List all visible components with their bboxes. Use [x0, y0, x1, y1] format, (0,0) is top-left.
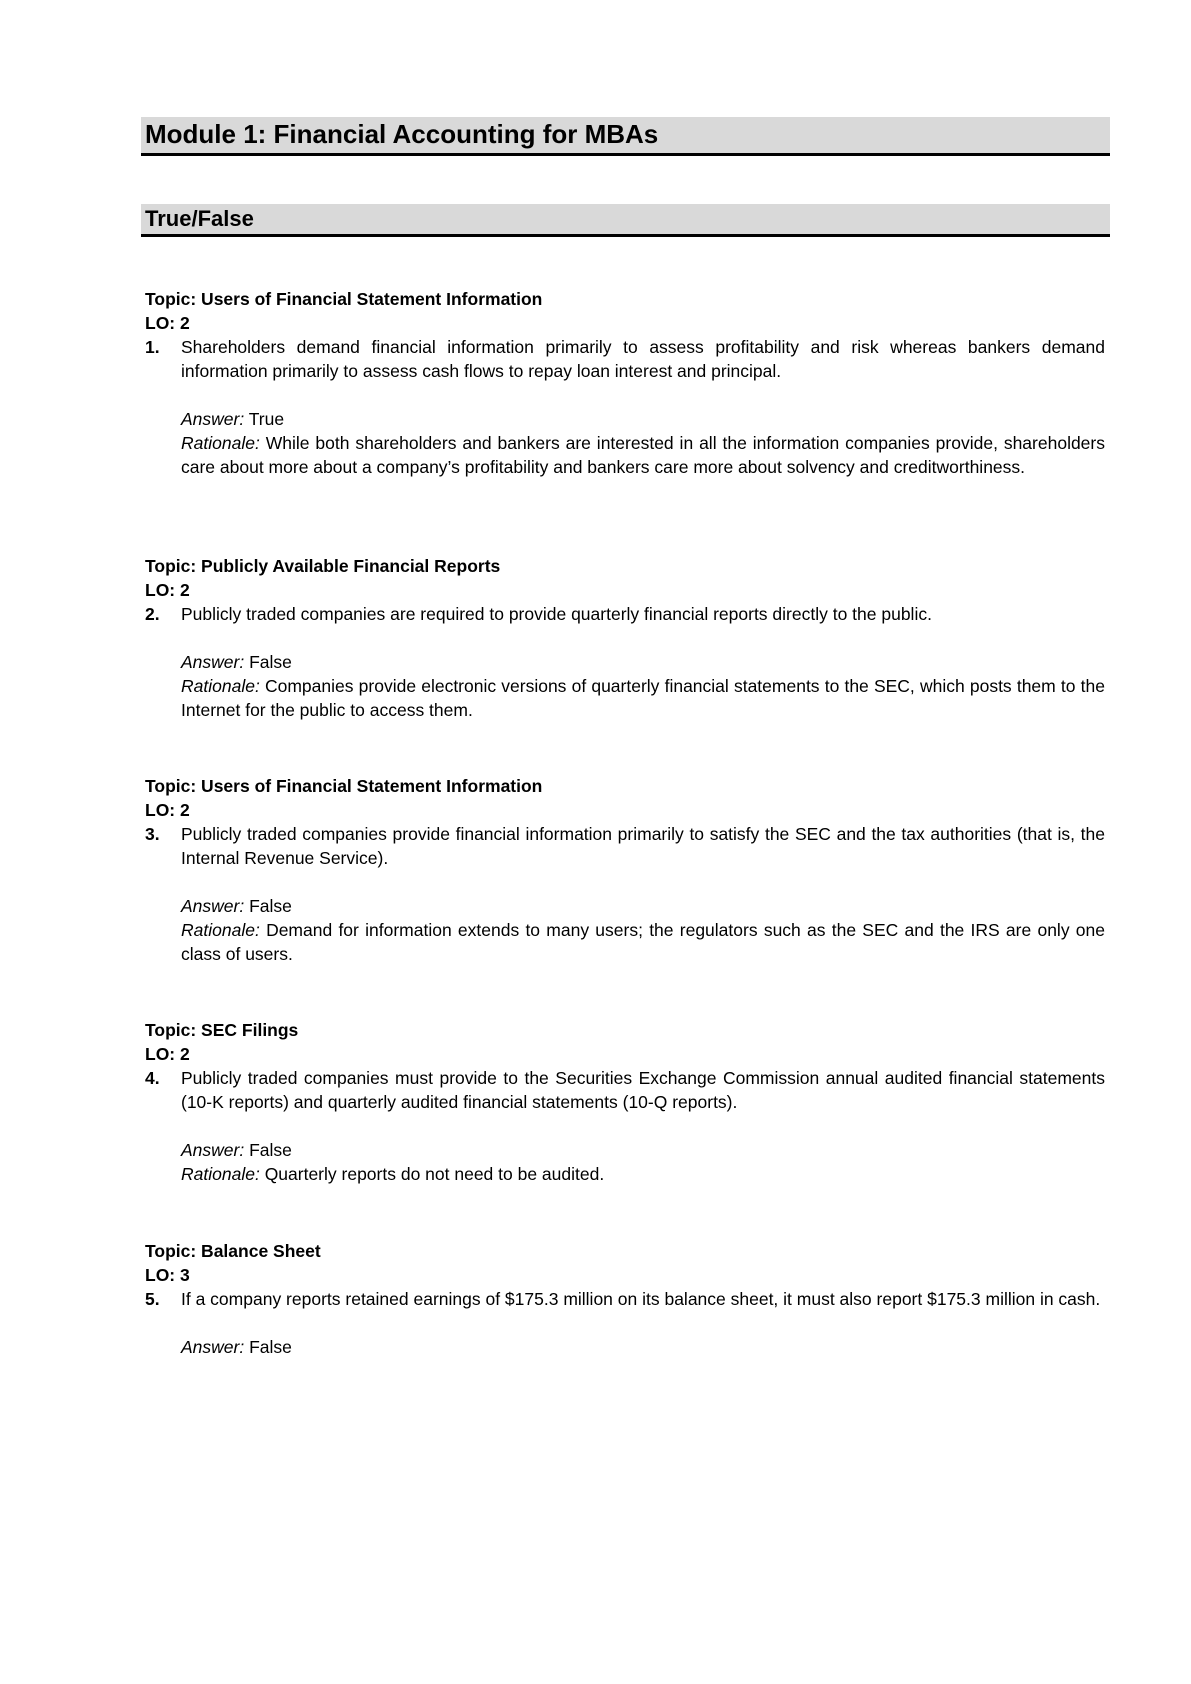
rationale-line	[181, 674, 1105, 722]
rationale-line	[181, 431, 1105, 479]
question-lo: LO: 2	[145, 800, 190, 820]
answer-value: False	[249, 896, 292, 916]
answer-block	[145, 894, 1105, 966]
answer-block	[145, 1138, 1105, 1186]
module-title: Module 1: Financial Accounting for MBAs	[145, 119, 659, 149]
rationale-text: Quarterly reports do not need to be audited.	[264, 1164, 605, 1184]
answer-line	[181, 894, 1105, 918]
answer-block	[145, 407, 1105, 479]
section-title: True/False	[145, 206, 254, 231]
question-lo: LO: 2	[145, 580, 190, 600]
rationale-line	[181, 1162, 1105, 1186]
rationale-label: Rationale:	[181, 920, 260, 940]
answer-label: Answer:	[181, 409, 245, 429]
answer-value: False	[249, 1337, 292, 1357]
answer-value: False	[249, 1140, 292, 1160]
module-header	[141, 117, 1110, 156]
question-stem	[145, 1066, 1105, 1114]
question-stem	[145, 335, 1105, 383]
answer-block	[145, 650, 1105, 722]
rationale-text: Demand for information extends to many users; the regulators such as the SEC and the IRS are only one class of users.	[181, 920, 1105, 964]
answer-label: Answer:	[181, 652, 245, 672]
question-stem	[145, 602, 1105, 626]
question-topic: Topic: Publicly Available Financial Reports	[145, 556, 501, 576]
question-lo: LO: 2	[145, 313, 190, 333]
question-number: 2.	[145, 604, 160, 624]
question-4	[145, 1018, 1105, 1186]
answer-line	[181, 650, 1105, 674]
question-number: 5.	[145, 1289, 160, 1309]
question-1	[145, 287, 1105, 479]
answer-block	[145, 1335, 1105, 1359]
question-text: Shareholders demand financial information primarily to assess profitability and risk whereas bankers demand information primarily to assess cash flows to repay loan interest and principal.	[181, 337, 1105, 381]
question-2	[145, 554, 1105, 722]
question-topic: Topic: Users of Financial Statement Information	[145, 289, 543, 309]
rationale-label: Rationale:	[181, 676, 260, 696]
rationale-label: Rationale:	[181, 1164, 260, 1184]
answer-label: Answer:	[181, 1337, 245, 1357]
question-3	[145, 774, 1105, 966]
answer-value: False	[249, 652, 292, 672]
rationale-text: Companies provide electronic versions of quarterly financial statements to the SEC, which posts them to the Internet for the public to access them.	[181, 676, 1105, 720]
section-header	[141, 204, 1110, 237]
question-topic: Topic: Users of Financial Statement Information	[145, 776, 543, 796]
question-topic: Topic: SEC Filings	[145, 1020, 299, 1040]
question-lo: LO: 2	[145, 1044, 190, 1064]
rationale-text: While both shareholders and bankers are interested in all the information companies provide, shareholders care about more about a company’s profitability and bankers care more about solvency and creditworthiness.	[181, 433, 1105, 477]
question-text: Publicly traded companies provide financial information primarily to satisfy the SEC and the tax authorities (that is, the Internal Revenue Service).	[181, 824, 1105, 868]
answer-line	[181, 1335, 1105, 1359]
question-topic: Topic: Balance Sheet	[145, 1241, 321, 1261]
question-lo: LO: 3	[145, 1265, 190, 1285]
question-stem	[145, 822, 1105, 870]
rationale-line	[181, 918, 1105, 966]
question-text: Publicly traded companies must provide to the Securities Exchange Commission annual audited financial statements (10-K reports) and quarterly audited financial statements (10-Q reports).	[181, 1068, 1105, 1112]
answer-line	[181, 407, 1105, 431]
answer-value: True	[248, 409, 285, 429]
question-number: 3.	[145, 824, 160, 844]
question-text: Publicly traded companies are required to provide quarterly financial reports directly to the public.	[181, 604, 932, 624]
question-stem	[145, 1287, 1105, 1311]
answer-label: Answer:	[181, 1140, 245, 1160]
answer-line	[181, 1138, 1105, 1162]
question-number: 4.	[145, 1068, 160, 1088]
rationale-label: Rationale:	[181, 433, 260, 453]
answer-label: Answer:	[181, 896, 245, 916]
question-text: If a company reports retained earnings of $175.3 million on its balance sheet, it must also report $175.3 million in cash.	[181, 1289, 1101, 1309]
question-number: 1.	[145, 337, 160, 357]
question-5	[145, 1239, 1105, 1359]
